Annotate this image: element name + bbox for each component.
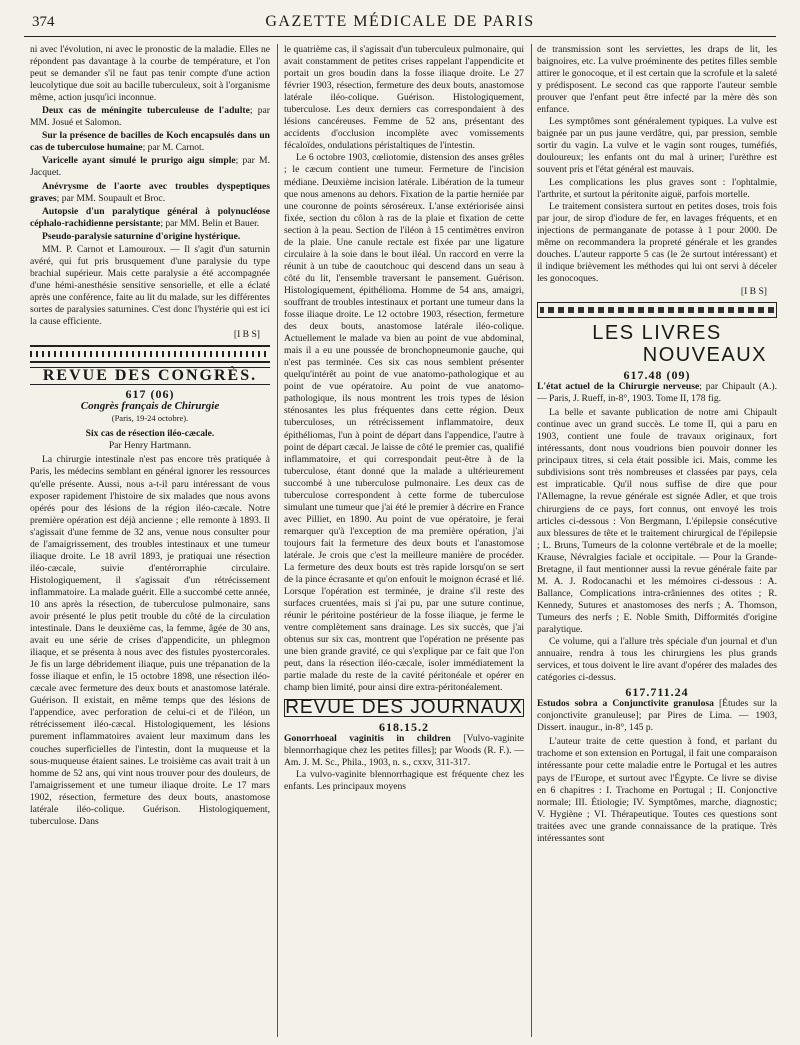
- article-title: Six cas de résection iléo-cæcale.: [85, 428, 215, 440]
- signature: [I B S]: [233, 329, 260, 341]
- book-reference: [537, 698, 777, 734]
- communication-item: [30, 105, 270, 129]
- journal-article-ref: [284, 733, 524, 769]
- journal-title: GAZETTE MÉDICALE DE PARIS: [265, 13, 535, 30]
- classification-code: 617.711.24: [625, 685, 689, 700]
- ornament-rule: [30, 345, 270, 363]
- journal-article-body-continued: Les complications les plus graves sont : l'ophtalmie, l'arthrite, et surtout la péritonite aiguë, parfois mortelle.: [537, 176, 777, 200]
- journal-article-body-continued: de transmission sont les serviettes, les draps de lit, les baignoires, etc. La vulve proéminente des petites filles semble attirer le gonocoque, et il est certain que la scrofule et la saleté y prédisposent. Le second cas que rapporte l'auteur semble prouver que l'enfant peut être infecté par la mère dès son enfance.: [537, 44, 777, 116]
- item-authors: ; par MM. Soupault et Broc.: [56, 192, 166, 204]
- article-body-continued: Le 6 octobre 1903, cœliotomie, distension des anses grêles ; le cæcum contient une tumeur. Fermeture de l'incision médiane. Deuxième incision latérale. Libération de la tumeur que nous amenons au dehors. Fixation de la partie herniée par une couronne de points séroséreux. L'anse extériorisée ainsi fixée, section du côlon à ras de la plaie et fixation de cette section à la peau. Section de l'iléon à 15 centimètres environ de la plaie. Une canule rectale est fixée par une ligature circulaire à la soie dans le bout iléal. Un raccord en verre la réunit à un tube de caoutchouc qui descend dans un seau à côté du lit, l'ensemble traversant le pansement. Guérison. Histologiquement, épithélioma. Homme de 54 ans, amaigri, souffrant de troubles intestinaux et portant une tumeur dans la fosse iliaque droite. Le 12 octobre 1903, résection, fermeture des deux bouts, anastomose latérale iléo-colique. Actuellement le malade va bien au point de vue abdominal, mais il a eu une poussée de bronchopneumonie gauche, qui n'est pas terminée. Ces six cas nous semblent présenter quelqu'intérêt au point de vue anatomo-pathologique et au point de vue opératoire. Au point de vue anatomo-pathologique, ils nous montrent les trois types de lésion sténosantes les plus fréquentes dans cette région. Deux tuberculoses, un rétrécissement inflammatoire, deux épithéliomas, l'un à point de départ dans l'appendice, l'autre à point de départ cæcal. Je laisse de côté le premier cas, qualifié inflammatoire, et qui correspondait peut-être à de la tuberculose, étant donné que la malade a ultérieurement succombé à une tuberculose pulmonaire. Les deux cas de tuberculose correspondent à cette forme de tuberculose simulant une tumeur que j'ai été le premier à décrire en France avec Pilliet, en 1890. Au point de vue opératoire, je ferai remarquer qu'à l'exception de ma première opération, j'ai toujours fait la fermeture des deux bouts et l'anastomose latérale. Je crois que c'est la meilleure manière de procéder. La fermeture des deux bouts est très rapide lorsqu'on se sert de la pince écrasante et qu'on enfouit le moignon écrasé et lié. Lorsque l'opération est terminée, je draine s'il reste des surfaces cruentées, mais si j'ai pu, par une suture continue, réunir le péritoine postérieur de la fosse iliaque, je ferme le ventre complètement sans drainage. Les six succès, que j'ai obtenus sur six cas, montrent que l'opération ne présente pas une bien grande gravité, ce qui s'explique par ce fait que l'on peut, dans la résection iléo-cæcale, isoler immédiatement la partie malade du reste de la cavité péritonéale et opérer en champ bien limité, pour ainsi dire extra-péritonéalement.: [284, 152, 524, 694]
- column-3: [537, 44, 777, 1037]
- item-title: Pseudo-paralysie saturnine d'origine hystérique.: [42, 230, 241, 242]
- article-author: Par Henry Hartmann.: [108, 440, 192, 452]
- book-title: L'état actuel de la Chirurgie nerveuse: [537, 381, 700, 393]
- book-details: ; par Chipault (A.). — Paris, J. Rueff, in-8°, 1903. Tome II, 178 fig.: [537, 381, 777, 405]
- article-body-continued: le quatrième cas, il s'agissait d'un tuberculeux pulmonaire, qui avait constamment de petites crises rappelant l'appendicite et portait un gros boudin dans la fosse iliaque droite. Le 27 février 1903, résection, fermeture des deux bouts, anastomose latérale iléo-colique. Guérison. Histologiquement, tuberculose. Les deux derniers cas correspondaient à des lésions cancéreuses. Femme de 52 ans, présentant des accidents d'occlusion incomplète avec vomissements fécaloïdes, ondulations péristaltiques de l'intestin.: [284, 44, 524, 152]
- communication-item: [30, 130, 270, 154]
- item-title: Autopsie d'un paralytique général à polynucléose céphalo-rachidienne persistante: [30, 205, 270, 229]
- column-rule-1: [277, 44, 278, 1037]
- article-body: La chirurgie intestinale n'est pas encore très pratiquée à Paris, les médecins semblant en général ignorer les ressources qu'elle présente. Aussi, nous a-t-il paru intéressant de vous exposer rapidement l'histoire de six malades que nous avons opérés pour des lésions de la région iléo-cæcale. Notre première opération est déjà ancienne ; elle remonte à 1893. Il s'agissait d'une femme de 32 ans, venue nous consulter pour de l'amaigrissement, des troubles intestinaux et une tumeur iliaque droite. Le 18 avril 1893, je pratiquai une résection iléo-cæcale, suivie d'entérorraphie circulaire. Histologiquement, il s'agissait d'un rétrécissement inflammatoire. La malade guérit. Elle a succombé cette année, 10 ans après la résection, de tuberculose pulmonaire, sans avoir présenté le plus petit trouble du côté de la circulation intestinale. Dans le deuxième cas, la femme, âgée de 30 ans, avait eu une série de crises d'appendicite, un phlegmon iliaque, et se présenta à nous avec des fistules pyostercorales. Je fis un large débridement iliaque, puis une trépanation de la fosse iliaque et enfin, le 15 octobre 1898, une résection iléo-cæcale avec fermeture des deux bouts et anastomose latérale. Guérison. Il existait, en même temps que des lésions de l'appendice, avec perforation de celui-ci et de l'iléon, un rétrécissement iléo-cæcal. Histologiquement, les lésions purement inflammatoires avaient leur maximum dans les couches superficielles de l'intestin, dont la muqueuse et la sous-muqueuse étaient saines. Le troisième cas avait trait à un homme de 52 ans, qui vint nous trouver pour des douleurs, de l'amaigrissement et une tumeur iliaque droite. Le 17 mars 1902, résection, fermeture des deux bouts, anastomose latérale iléo-colique. Guérison. Histologiquement, tuberculose. Dans: [30, 454, 270, 827]
- item-title: Deux cas de méningite tuberculeuse de l'adulte: [42, 105, 250, 117]
- classification-code: 617 (06): [125, 387, 175, 402]
- section-title-journaux: REVUE DES JOURNAUX: [285, 696, 523, 718]
- item-title: Varicelle ayant simulé le prurigo aigu simple: [42, 155, 236, 167]
- book-details: [Études sur la conjonctivite granuleuse]; par Pires de Lima. — 1903, Dissert. inaugur., in-8°, 145 p.: [537, 698, 777, 734]
- item-title: Sur la présence de bacilles de Koch encapsulés dans un cas de tuberculose humaine: [30, 130, 270, 154]
- article-title: Gonorrhoeal vaginitis in children: [284, 732, 451, 744]
- section-title-line-1: LES LIVRES: [592, 321, 722, 344]
- signature: [I B S]: [740, 285, 767, 297]
- congress-name: Congrès français de Chirurgie: [80, 400, 220, 413]
- communication-item: [30, 155, 270, 179]
- book-review-body: La belle et savante publication de notre ami Chipault continue avec un grand succès. Le tome II, qui a paru en 1903, contient une foule de travaux originaux, fort intéressants, dont nous voudrions bien pouvoir donner les principaux titres, si cela était possible ici. Mais, comme les subdivisions sont très nombreuses et classées par pays, cela est impraticable. Qu'il nous suffise de dire que pour l'Allemagne, la revue générale est signée Adler, et que trois chirurgiens de ce pays, fort connus, ont envoyé les trois articles ci-dessous : Von Bergmann, L'épilepsie consécutive aux blessures de tête et le traitement chirurgical de l'épilepsie ; L. Bruns, Tumeurs de la colonne vertébrale et de la moelle; Krause, Névralgies faciale et occipitale. — Pour la Grande-Bretagne, il faut mentionner aussi la revue générale faite par M. A. J. Rodocanachi et les mémoires ci-dessous : A. Ballance, Complications intra-crâniennes des otites ; R. Kennedy, Sutures et anastomoses des nerfs ; A. Thomson, Tumeurs des nerfs ; E. Noble Smith, Difformités d'origine paralytique.: [537, 407, 777, 635]
- communication-item: [30, 181, 270, 205]
- journal-article-body: La vulvo-vaginite blennorrhagique est fréquente chez les enfants. Les principaux moyens: [284, 768, 524, 792]
- classification-code: 618.15.2: [379, 719, 429, 734]
- section-title-congres: REVUE DES CONGRÈS.: [30, 367, 270, 385]
- item-authors: ; par M. Jacquet.: [30, 155, 270, 179]
- column-2: [284, 44, 524, 1037]
- page-header: [24, 12, 776, 37]
- classification-code: 617.48 (09): [623, 367, 691, 382]
- book-reference: [537, 381, 777, 405]
- column-1: [30, 44, 270, 1037]
- book-review-body: L'auteur traite de cette question à fond, et parlant du trachome et son extension en Portugal, il fait une comparaison intéressante pour cette maladie entre le Portugal et les autres pays de l'Europe, et surtout avec l'Égypte. Ce livre se divise en 6 chapitres : I. Trachome en Portugal ; II. Conjonctive normale; III. Étiologie; IV. Symptômes, marche, diagnostic; V. Hygiène ; VI. Thérapeutique. Toutes ces questions sont traitées avec une grande connaissance de la pratique. Très intéressantes sont: [537, 736, 777, 844]
- item-title: Anévrysme de l'aorte avec troubles dyspeptiques graves: [30, 180, 270, 204]
- page-number: 374: [32, 14, 55, 30]
- section-title-livres: [537, 322, 777, 366]
- congress-dates: (Paris, 19-24 octobre).: [111, 413, 189, 424]
- item-authors: ; par MM. Josué et Salomon.: [30, 105, 270, 129]
- communication-item: [30, 206, 270, 230]
- book-review-body: Ce volume, qui a l'allure très spéciale d'un journal et d'un annuaire, rendra à tous les chirurgiens les plus grands services, et tous doivent le lire avant d'opérer des malades des catégories ci-dessus.: [537, 636, 777, 684]
- item-authors: ; par M. Carnot.: [142, 142, 205, 154]
- communication-item: [30, 231, 270, 243]
- ornament-rule: [537, 302, 777, 318]
- journal-article-body-continued: Le traitement consistera surtout en petites doses, trois fois par jour, de sirop d'iodure de fer, en lavages fréquents, et en injections de permanganate de potasse à 1 pour 2000. De même on recommandera la propreté générale et les grandes douches. L'auteur rapporte 5 cas (le 2e surtout intéressant) et il indique brièvement les méthodes qui lui ont servi à déceler les gonocoques.: [537, 200, 777, 284]
- closing-paragraph: MM. P. Carnot et Lamouroux. — Il s'agit d'un saturnin avéré, qui fut pris brusquement d'une paralysie du type brachial supérieur. Mais cette paralysie a été accompagnée d'une hémi-anesthésie sensitive sensorielle, et elle a éclaté après une conférence, faite au lit du malade, sur les différentes sortes de paralysies saturnines. C'est donc l'hystérie qui est ici la cause efficiente.: [30, 243, 270, 328]
- journal-article-body-continued: Les symptômes sont généralement typiques. La vulve est baignée par un pus jaune verdâtre, qui, par pression, semble sortir du vagin. La vulve et le vagin sont rouges, tuméfiés, douloureux; les enfants ont du mal à uriner; l'urèthre est souvent pris et l'état général est mauvais.: [537, 116, 777, 176]
- book-title: Estudos sobra a Conjunctivite granulosa: [537, 698, 714, 710]
- item-authors: ; par MM. Belin et Bauer.: [160, 217, 260, 229]
- article-reference: [Vulvo-vaginite blennorrhagique chez les petites filles]; par Woods (R. F.). — Am. J. M. Sc., Phila., 1903, n. s., cxxv, 311-317.: [284, 732, 524, 768]
- section-title-line-2: NOUVEAUX: [642, 343, 767, 366]
- column-rule-2: [531, 44, 532, 1037]
- intro-paragraph: ni avec l'évolution, ni avec le pronostic de la maladie. Elles ne répondent pas davantage à la courbe de température, et l'on peut se demander s'il ne faut pas tenir compte d'une action leucolytique due soit au bacille tuberculeux, soit à l'organisme même, action jusqu'ici inconnue.: [30, 44, 270, 104]
